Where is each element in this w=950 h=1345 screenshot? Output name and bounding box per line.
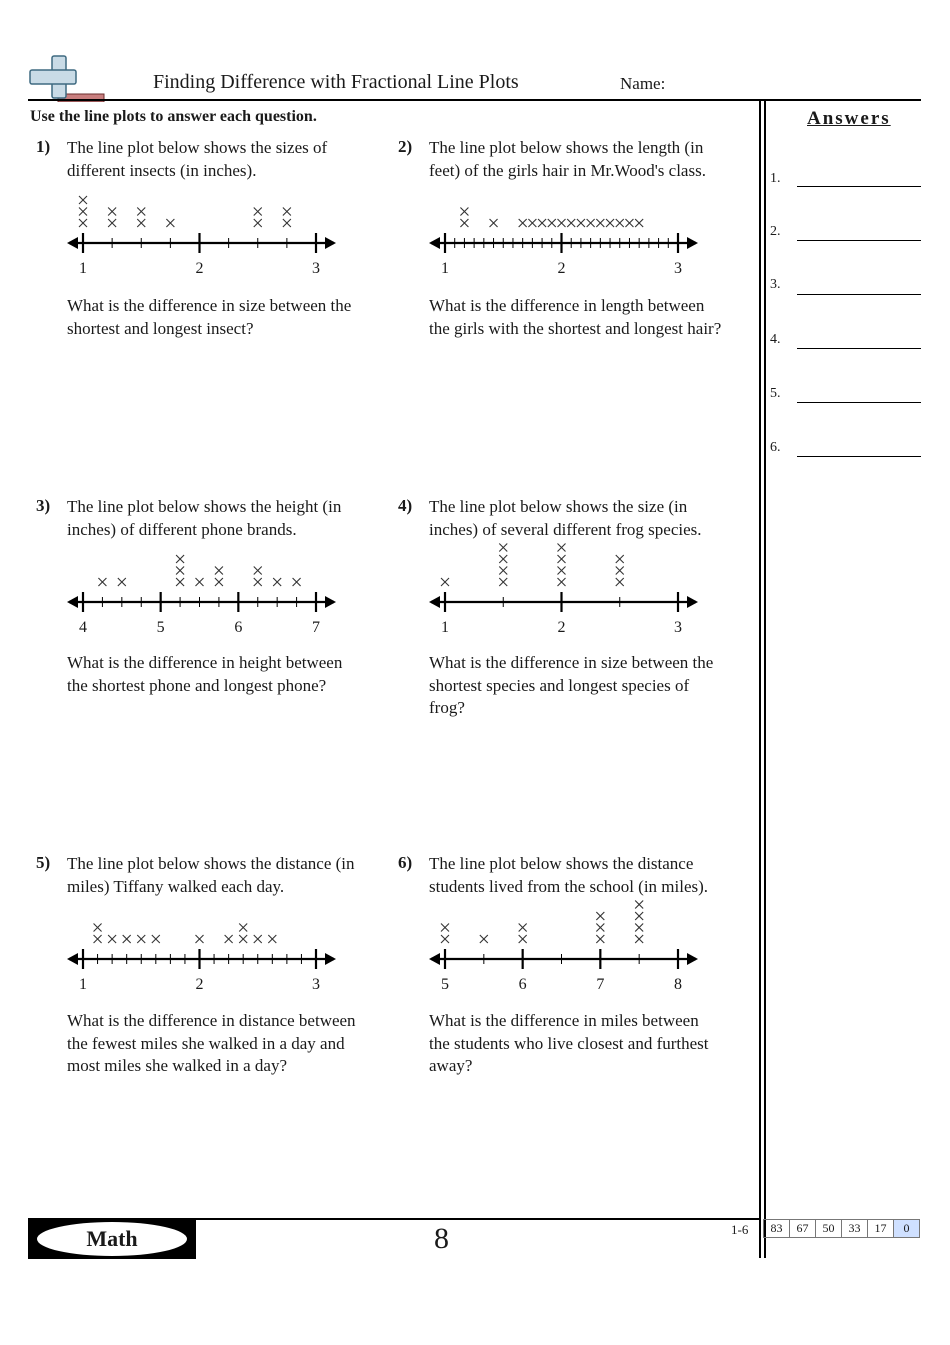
- question-number: 1): [36, 137, 51, 156]
- data-x-mark: [558, 567, 566, 575]
- tick-label: 2: [557, 260, 566, 277]
- data-x-mark: [108, 208, 116, 216]
- score-cell: 17: [868, 1219, 894, 1238]
- data-x-mark: [98, 578, 106, 586]
- text-line: feet) of the girls hair in Mr.Wood's class.: [429, 160, 706, 180]
- data-x-mark: [616, 567, 624, 575]
- text-line: away?: [429, 1056, 473, 1075]
- data-x-mark: [79, 196, 87, 204]
- right-arrow-icon: [325, 596, 336, 608]
- question-intro: [67, 853, 355, 898]
- data-x-mark: [176, 555, 184, 563]
- text-line: The line plot below shows the height (in: [67, 497, 342, 516]
- question-intro: [429, 496, 702, 541]
- text-line: The line plot below shows the distance: [429, 854, 694, 873]
- left-arrow-icon: [67, 953, 78, 965]
- data-x-mark: [480, 935, 488, 943]
- data-x-mark: [616, 578, 624, 586]
- data-x-mark: [196, 935, 204, 943]
- answers-title: Answers: [807, 108, 891, 129]
- data-x-mark: [460, 208, 468, 216]
- question-number: 5): [36, 853, 51, 872]
- question-prompt: [429, 1010, 709, 1078]
- question-intro: [429, 853, 708, 898]
- answer-label: 3.: [770, 277, 781, 292]
- data-x-mark: [94, 924, 102, 932]
- answer-field[interactable]: [797, 294, 921, 295]
- tick-label: 3: [674, 260, 682, 277]
- answer-field[interactable]: [797, 240, 921, 241]
- question-intro: [67, 137, 327, 182]
- left-arrow-icon: [67, 596, 78, 608]
- line-plot-1: [66, 190, 340, 285]
- data-x-mark: [499, 555, 507, 563]
- data-x-mark: [254, 935, 262, 943]
- data-x-mark: [137, 935, 145, 943]
- question-prompt: [67, 1010, 356, 1078]
- text-line: What is the difference in height between: [67, 653, 343, 672]
- worksheet-logo-icon: [28, 54, 106, 102]
- data-x-mark: [94, 935, 102, 943]
- answer-label: 5.: [770, 386, 781, 401]
- data-x-mark: [519, 935, 527, 943]
- answer-field[interactable]: [797, 348, 921, 349]
- tick-label: 2: [557, 619, 566, 636]
- text-line: miles) Tiffany walked each day.: [67, 876, 285, 896]
- answer-label: 1.: [770, 171, 781, 186]
- tick-label: 8: [674, 976, 682, 993]
- data-x-mark: [108, 219, 116, 227]
- data-x-mark: [499, 567, 507, 575]
- question-prompt: [67, 295, 351, 340]
- answer-column-divider: [759, 101, 761, 1258]
- data-x-mark: [558, 219, 566, 227]
- tick-label: 5: [441, 976, 449, 993]
- data-x-mark: [137, 219, 145, 227]
- data-x-mark: [254, 219, 262, 227]
- data-x-mark: [490, 219, 498, 227]
- text-line: shortest and longest insect?: [67, 318, 254, 338]
- line-plot-2: [428, 190, 702, 285]
- data-x-mark: [596, 912, 604, 920]
- tick-label: 5: [156, 619, 165, 636]
- data-x-mark: [283, 208, 291, 216]
- tick-label: 2: [195, 260, 204, 277]
- math-badge-label: Math: [37, 1222, 187, 1256]
- answer-field[interactable]: [797, 456, 921, 457]
- data-x-mark: [460, 219, 468, 227]
- data-x-mark: [499, 578, 507, 586]
- answer-label: 4.: [770, 332, 781, 347]
- instructions: Use the line plots to answer each question.: [30, 108, 317, 125]
- text-line: What is the difference in size between the: [429, 653, 714, 672]
- tick-label: 1: [79, 260, 87, 277]
- name-label: Name:: [620, 74, 666, 93]
- data-x-mark: [108, 935, 116, 943]
- data-x-mark: [166, 219, 174, 227]
- left-arrow-icon: [429, 953, 440, 965]
- score-range-label: 1-6: [731, 1222, 749, 1237]
- data-x-mark: [254, 567, 262, 575]
- line-plot-4: [428, 549, 702, 644]
- data-x-mark: [268, 935, 276, 943]
- answer-column-divider: [764, 101, 766, 1258]
- data-x-mark: [215, 567, 223, 575]
- question-intro: [67, 496, 341, 541]
- score-cell: 50: [816, 1219, 842, 1238]
- text-line: The line plot below shows the distance (in: [67, 854, 355, 873]
- question-prompt: [429, 652, 713, 720]
- text-line: The line plot below shows the size (in: [429, 497, 688, 516]
- data-x-mark: [441, 935, 449, 943]
- question-number: 6): [398, 853, 413, 872]
- left-arrow-icon: [429, 237, 440, 249]
- tick-label: 6: [518, 976, 527, 993]
- data-x-mark: [596, 219, 604, 227]
- line-plot-3: [66, 549, 340, 644]
- score-cell: 83: [763, 1219, 790, 1238]
- left-arrow-icon: [67, 237, 78, 249]
- data-x-mark: [558, 555, 566, 563]
- tick-label: 1: [441, 260, 449, 277]
- data-x-mark: [635, 924, 643, 932]
- data-x-mark: [519, 924, 527, 932]
- line-plot-6: [428, 906, 702, 1001]
- question-prompt: [429, 295, 721, 340]
- text-line: What is the difference in miles between: [429, 1011, 699, 1030]
- data-x-mark: [137, 208, 145, 216]
- answer-label: 6.: [770, 440, 781, 455]
- text-line: The line plot below shows the length (in: [429, 138, 704, 157]
- data-x-mark: [273, 578, 281, 586]
- score-table: [763, 1219, 920, 1238]
- right-arrow-icon: [687, 237, 698, 249]
- text-line: the shortest phone and longest phone?: [67, 675, 327, 695]
- data-x-mark: [215, 578, 223, 586]
- text-line: the students who live closest and furthest: [429, 1033, 709, 1053]
- data-x-mark: [567, 219, 575, 227]
- line-plot-5: [66, 906, 340, 1001]
- question-prompt: [67, 652, 342, 697]
- tick-label: 3: [674, 619, 682, 636]
- right-arrow-icon: [687, 953, 698, 965]
- data-x-mark: [635, 912, 643, 920]
- right-arrow-icon: [325, 237, 336, 249]
- text-line: inches) of several different frog species.: [429, 519, 702, 539]
- left-arrow-icon: [429, 596, 440, 608]
- question-number: 2): [398, 137, 413, 156]
- page-title: Finding Difference with Fractional Line Plots: [153, 71, 519, 93]
- data-x-mark: [118, 578, 126, 586]
- text-line: inches) of different phone brands.: [67, 519, 297, 539]
- question-number: 4): [398, 496, 413, 515]
- text-line: shortest species and longest species of: [429, 675, 690, 695]
- data-x-mark: [441, 578, 449, 586]
- answer-label: 2.: [770, 224, 781, 239]
- question-intro: [429, 137, 706, 182]
- data-x-mark: [79, 219, 87, 227]
- answer-field[interactable]: [797, 402, 921, 403]
- data-x-mark: [441, 924, 449, 932]
- answer-field[interactable]: [797, 186, 921, 187]
- data-x-mark: [596, 935, 604, 943]
- data-x-mark: [577, 219, 585, 227]
- data-x-mark: [176, 567, 184, 575]
- question-number: 3): [36, 496, 51, 515]
- tick-label: 2: [195, 976, 204, 993]
- text-line: most miles she walked in a day?: [67, 1056, 288, 1075]
- data-x-mark: [596, 924, 604, 932]
- text-line: students lived from the school (in miles).: [429, 876, 709, 896]
- score-cell: 33: [842, 1219, 868, 1238]
- data-x-mark: [616, 555, 624, 563]
- page-number: 8: [434, 1222, 449, 1255]
- tick-label: 6: [234, 619, 243, 636]
- text-line: What is the difference in distance between: [67, 1011, 356, 1030]
- tick-label: 7: [596, 976, 605, 993]
- data-x-mark: [225, 935, 233, 943]
- data-x-mark: [587, 219, 595, 227]
- data-x-mark: [79, 208, 87, 216]
- tick-label: 1: [79, 976, 87, 993]
- tick-label: 3: [312, 260, 320, 277]
- data-x-mark: [538, 219, 546, 227]
- text-line: different insects (in inches).: [67, 160, 257, 180]
- header-rule: [28, 99, 921, 101]
- data-x-mark: [606, 219, 614, 227]
- data-x-mark: [176, 578, 184, 586]
- data-x-mark: [254, 208, 262, 216]
- data-x-mark: [616, 219, 624, 227]
- tick-label: 4: [79, 619, 87, 636]
- right-arrow-icon: [325, 953, 336, 965]
- data-x-mark: [293, 578, 301, 586]
- tick-label: 7: [312, 619, 320, 636]
- score-cell: 67: [790, 1219, 816, 1238]
- data-x-mark: [558, 544, 566, 552]
- data-x-mark: [239, 924, 247, 932]
- data-x-mark: [254, 578, 262, 586]
- data-x-mark: [635, 219, 643, 227]
- tick-label: 1: [441, 619, 449, 636]
- math-badge: [28, 1219, 196, 1259]
- data-x-mark: [548, 219, 556, 227]
- data-x-mark: [528, 219, 536, 227]
- tick-label: 3: [312, 976, 320, 993]
- data-x-mark: [635, 901, 643, 909]
- data-x-mark: [519, 219, 527, 227]
- text-line: the fewest miles she walked in a day and: [67, 1033, 345, 1053]
- score-cell: 0: [894, 1219, 920, 1238]
- data-x-mark: [625, 219, 633, 227]
- data-x-mark: [635, 935, 643, 943]
- data-x-mark: [196, 578, 204, 586]
- data-x-mark: [152, 935, 160, 943]
- data-x-mark: [239, 935, 247, 943]
- right-arrow-icon: [687, 596, 698, 608]
- data-x-mark: [123, 935, 131, 943]
- text-line: The line plot below shows the sizes of: [67, 138, 328, 157]
- data-x-mark: [558, 578, 566, 586]
- data-x-mark: [499, 544, 507, 552]
- text-line: What is the difference in length between: [429, 296, 705, 315]
- text-line: the girls with the shortest and longest hair?: [429, 318, 722, 338]
- text-line: frog?: [429, 698, 465, 717]
- data-x-mark: [283, 219, 291, 227]
- text-line: What is the difference in size between the: [67, 296, 352, 315]
